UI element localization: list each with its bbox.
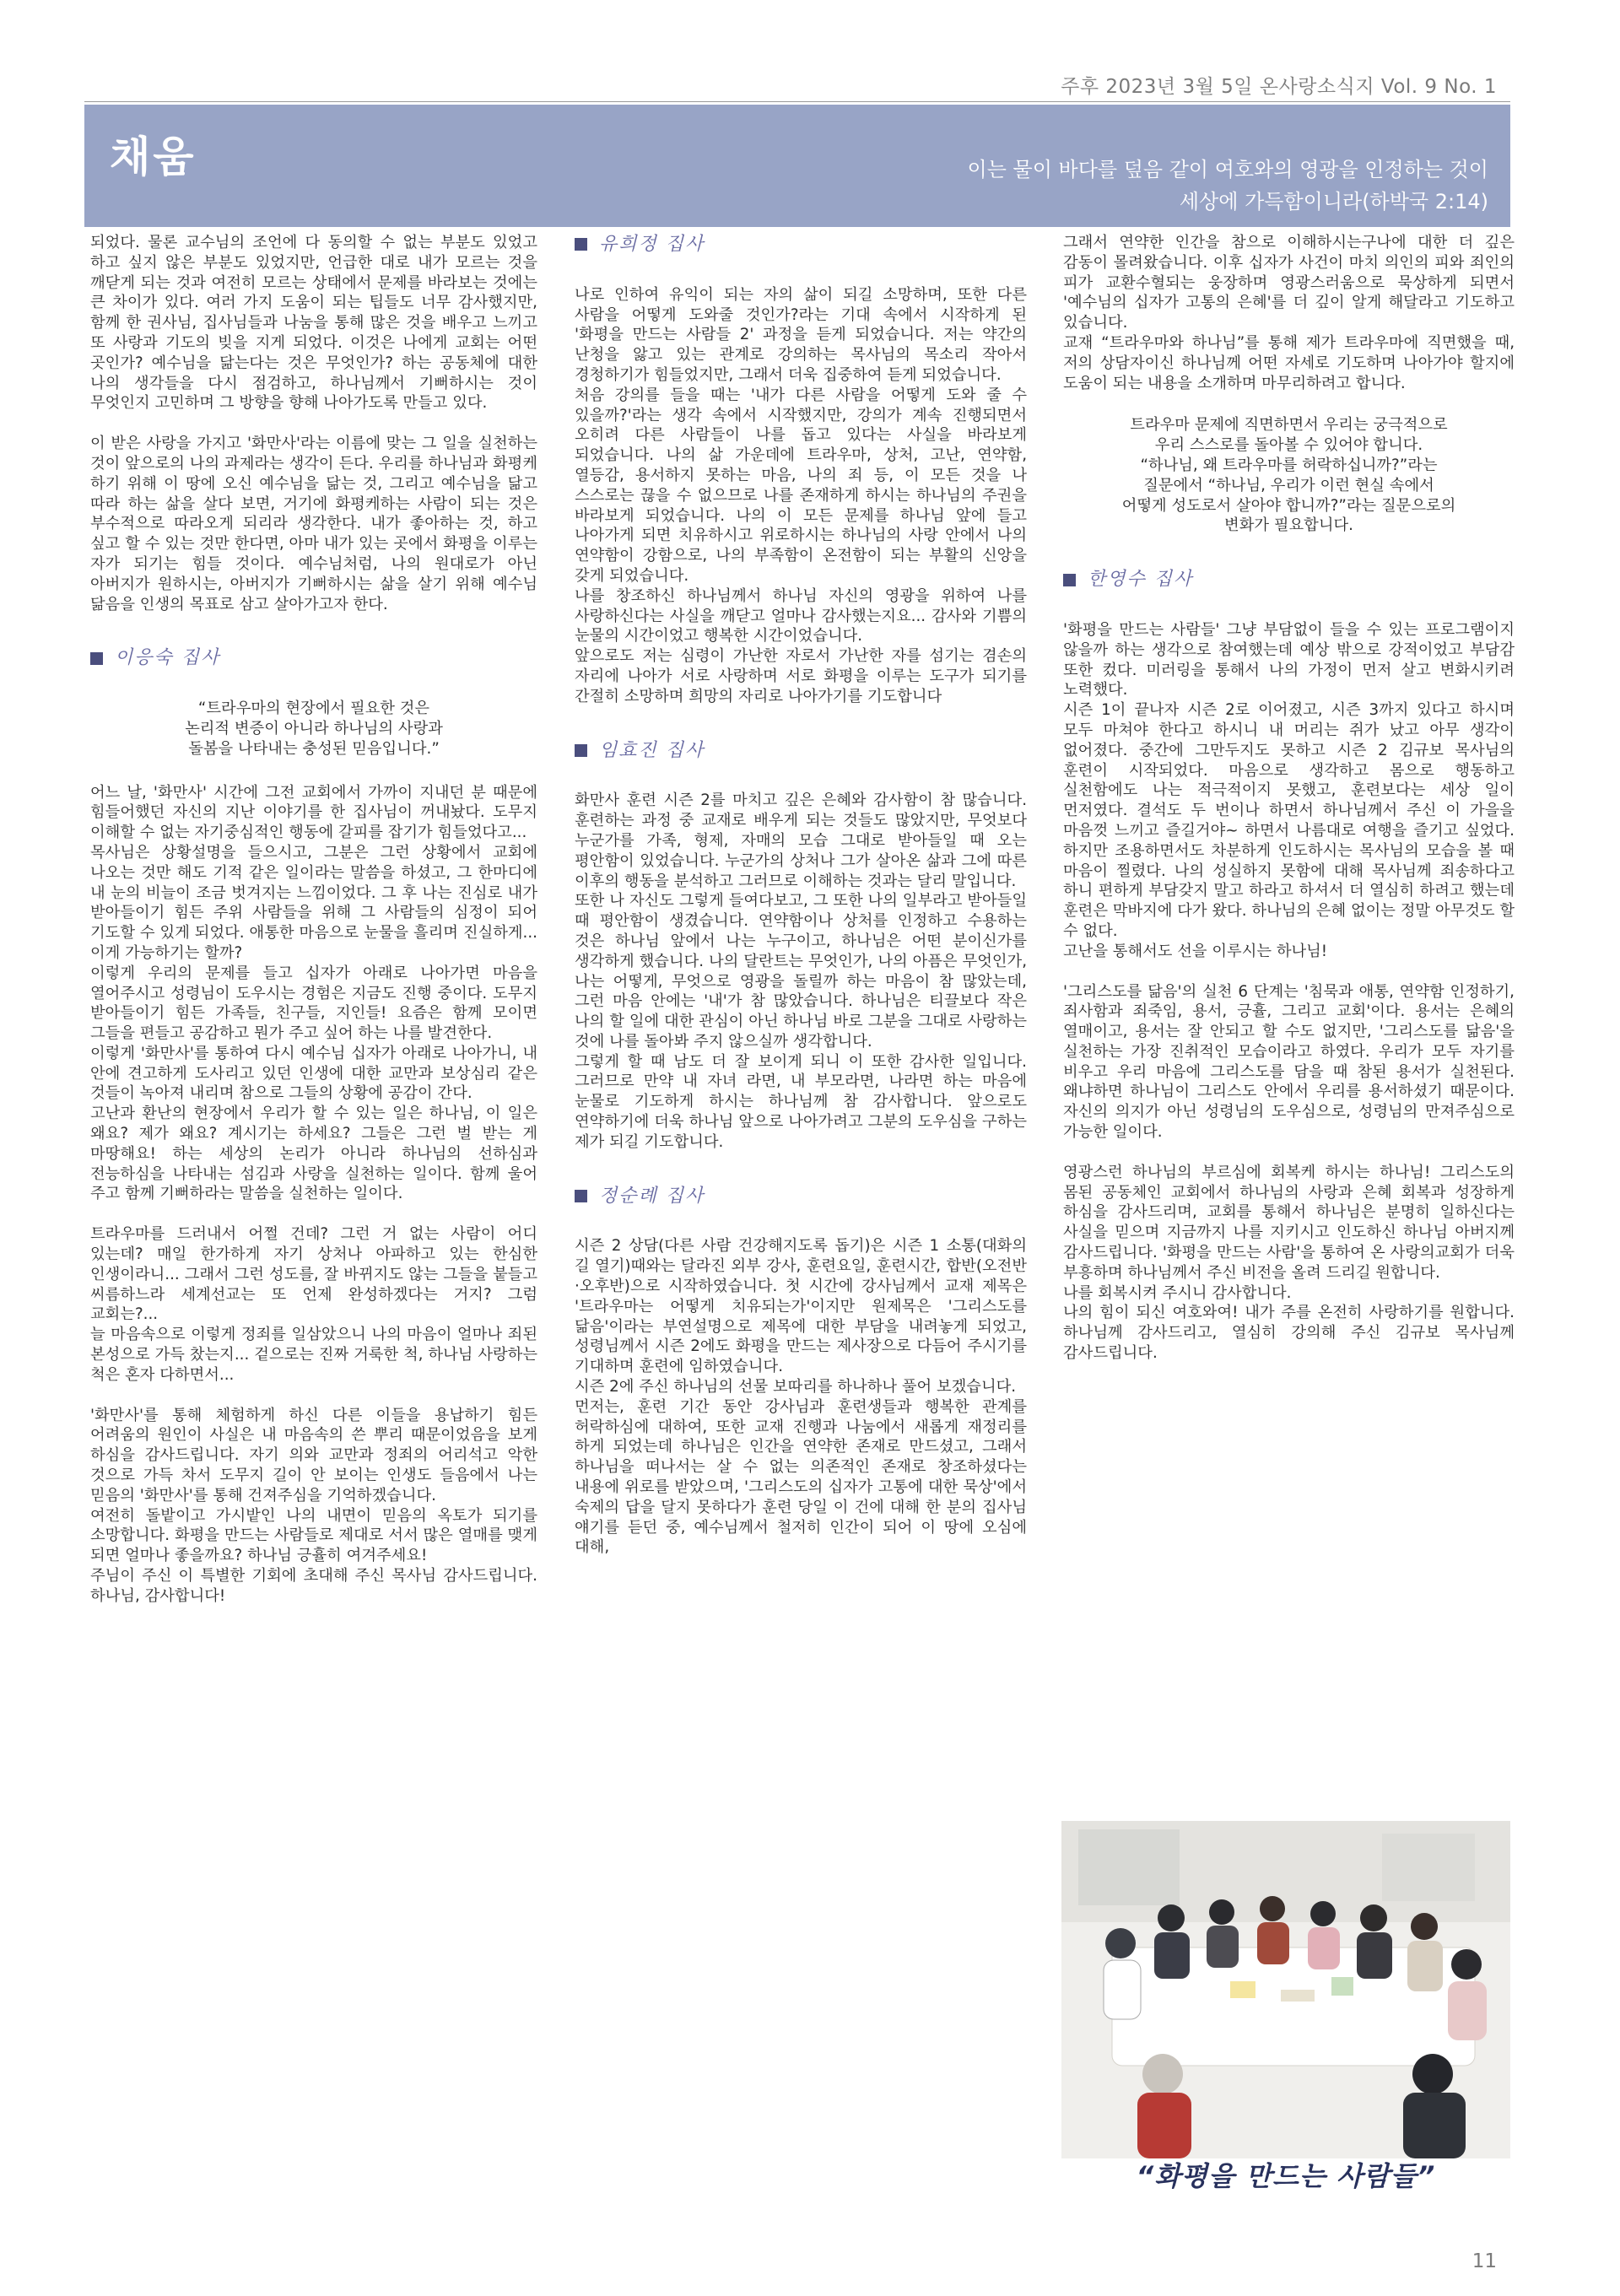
section-header bbox=[90, 648, 537, 668]
pull-quote bbox=[1063, 415, 1515, 536]
paragraph: 주님이 주신 이 특별한 기회에 초대해 주신 목사님 감사드립니다. 하나님, 감사합니다! bbox=[90, 1567, 537, 1605]
author-name: 이응숙 집사 bbox=[115, 647, 221, 669]
section-header bbox=[575, 1186, 1027, 1207]
section-header bbox=[1063, 570, 1515, 590]
paragraph: 그래서 연약한 인간을 참으로 이해하시는구나에 대한 더 깊은 감동이 몰려왔습니다. 이후 십자가 사건이 마치 의인의 피와 죄인의 피가 교환수혈되는 웅장하며 영광스러움으로 묵상하게 되면서 '예수님의 십자가 고통의 은혜'를 더 깊이 알게 해달라고 기도하고 있습니다. bbox=[1063, 234, 1515, 332]
paragraph: 시즌 2에 주신 하나님의 선물 보따리를 하나하나 풀어 보겠습니다. bbox=[575, 1378, 1017, 1397]
quote-line: 돌봄을 나타내는 충성된 믿음입니다.” bbox=[188, 739, 440, 758]
paragraph: 영광스런 하나님의 부르심에 회복케 하시는 하나님! 그리스도의 몸된 공동체인 교회에서 하나님의 사랑과 은혜 회복과 성장하게 하심을 감사드리며, 교회를 통해서 하나님은 분명히 일하신다는 사실을 믿으며 지금까지 나를 지키시고 인도하신 하나님 아버지께 감사드립니다. '화평을 만드는 사람'을 통하여 온 사랑의교회가 더욱 부흥하며 하나님께서 주신 비전을 올려 드리길 원합니다. bbox=[1063, 1163, 1515, 1282]
section-header bbox=[575, 741, 1027, 761]
paragraph: '그리스도를 닮음'의 실천 6 단계는 '침묵과 애통, 연약함 인정하기, 죄사함과 죄죽임, 용서, 긍휼, 그리고 교회'이다. 용서는 은혜의 열매이고, 용서는 잘 안되고 할 수도 없지만, '그리스도를 닮음'을 실천하는 가장 진취적인 모습이라고 하였다. 우리가 모두 자기를 비우고 우리 마음에 그리스도를 담을 때 참된 용서가 실천된다. 왜냐하면 하나님이 그리스도 안에서 우리를 용서하셨기 때문이다. 자신의 의지가 아닌 성령님의 도우심으로, 성령님의 만져주심으로 가능한 일이다. bbox=[1063, 982, 1515, 1142]
paragraph: 화만사 훈련 시즌 2를 마치고 깊은 은혜와 감사함이 참 많습니다. 훈련하는 과정 중 교재로 배우게 되는 것들도 많았지만, 무엇보다 누군가를 가족, 형제, 자매의 모습 그대로 받아들일 때 오는 평안함이 있었습니다. 누군가의 상처나 그가 살아온 삶과 그에 따른 이후의 행동을 분석하고 그러므로 이해하는 것과는 달리 말입니다. bbox=[575, 791, 1027, 890]
quote-line: 우리 스스로를 돌아볼 수 있어야 합니다. bbox=[1154, 436, 1423, 455]
issue-meta: 주후 2023년 3월 5일 온사랑소식지 Vol. 9 No. 1 bbox=[1061, 76, 1497, 98]
square-bullet-icon bbox=[575, 1190, 587, 1202]
title-banner bbox=[84, 105, 1510, 227]
square-bullet-icon bbox=[90, 652, 103, 665]
section-header bbox=[575, 235, 1027, 255]
quote-line: 트라우마 문제에 직면하면서 우리는 궁극적으로 bbox=[1130, 416, 1448, 435]
paragraph: 여전히 돌밭이고 가시밭인 나의 내면이 믿음의 옥토가 되기를 소망합니다. 화평을 만드는 사람들로 제대로 서서 많은 열매를 맺게 되면 얼마나 좋을까요? 하나님 긍휼히 여겨주세요! bbox=[90, 1506, 537, 1565]
paragraph: 트라우마를 드러내서 어쩔 건데? 그런 거 없는 사람이 어디 있는데? 매일 한가하게 자기 상처나 아파하고 있는 한심한 인생이라니... 그래서 그런 성도를, 잘 바뀌지도 않는 그들을 붙들고 씨름하느라 세계선교는 또 언제 완성하겠다는 거지? 그럼 교회는?... bbox=[90, 1225, 537, 1324]
paragraph: 시즌 1이 끝나자 시즌 2로 이어졌고, 시즌 3까지 있다고 하시며 모두 마쳐야 한다고 하시니 내 머리는 쥐가 났고 아무 생각이 없어졌다. 중간에 그만두지도 못하고 시즌 2 김규보 목사님의 훈련이 시작되었다. 마음으로 생각하고 몸으로 행동하고 실천함에도 나는 적극적이지 못했고, 훈련보다는 세상 일이 먼저였다. 결석도 두 번이나 하면서 하나님께서 주신 이 가을을 마음껏 느끼고 즐길거야~ 하면서 나름대로 여행을 즐기고 싶었다. 하지만 조용하면서도 차분하게 인도하시는 목사님의 모습을 볼 때 마음이 찔렸다. 나의 성실하지 못함에 대해 목사님께 죄송하다고 하니 편하게 부담갖지 말고 하라고 하셔서 더 열심히 하려고 했는데 훈련은 막바지에 다가 왔다. 하나님의 은혜 없이는 정말 아무것도 할 수 없다. bbox=[1063, 701, 1515, 940]
paragraph: 어느 날, '화만사' 시간에 그전 교회에서 가까이 지내던 분 때문에 힘들어했던 자신의 지난 이야기를 한 집사님이 꺼내놨다. 도무지 이해할 수 없는 자기중심적인 행동에 갈피를 잡기가 힘들었다고... bbox=[90, 783, 537, 842]
group-photo bbox=[1061, 1821, 1510, 2158]
paragraph: 나를 창조하신 하나님께서 하나님 자신의 영광을 위하여 나를 사랑하신다는 사실을 깨닫고 얼마나 감사했는지요... 감사와 기쁨의 눈물의 시간이었고 행복한 시간이었습니다. bbox=[575, 586, 1027, 646]
author-name: 한영수 집사 bbox=[1088, 569, 1194, 591]
paragraph: 늘 마음속으로 이렇게 정죄를 일삼았으니 나의 마음이 얼마나 죄된 본성으로 가득 찼는지... 겉으로는 진짜 거룩한 척, 하나님 사랑하는 척은 혼자 다하면서... bbox=[90, 1326, 537, 1384]
quote-line: “트라우마의 현장에서 필요한 것은 bbox=[197, 700, 430, 718]
quote-line: 질문에서 “하나님, 우리가 이런 현실 속에서 bbox=[1143, 476, 1434, 494]
paragraph: 이렇게 '화만사'를 통하여 다시 예수님 십자가 아래로 나아가니, 내 안에 견고하게 도사리고 있던 인생에 대한 교만과 보상심리 같은 것들이 녹아져 내리며 참으로 그들의 상황에 공감이 간다. bbox=[90, 1044, 537, 1103]
paragraph: 먼저는, 훈련 기간 동안 강사님과 훈련생들과 행복한 관계를 허락하심에 대하여, 또한 교재 진행과 나눔에서 새롭게 재정리를 하게 되었는데 하나님은 인간을 연약한 존재로 만드셨고, 그래서 하나님을 떠나서는 살 수 없는 의존적인 존재로 창조하셨다는 내용에 위로를 받았으며, '그리스도의 십자가 고통에 대한 묵상'에서 숙제의 답을 달지 못하다가 훈련 당일 이 건에 대해 한 분의 집사님 얘기를 듣던 중, 예수님께서 철저히 인간이 되어 이 땅에 오심에 대해, bbox=[575, 1397, 1027, 1557]
article-column-2 bbox=[575, 233, 1027, 2174]
verse-line: 세상에 가득함이니라(하박국 2:14) bbox=[1179, 190, 1488, 213]
quote-line: “하나님, 왜 트라우마를 허락하십니까?”라는 bbox=[1140, 456, 1438, 474]
paragraph: 나로 인하여 유익이 되는 자의 삶이 되길 소망하며, 또한 다른 사람을 어떻게 도와줄 것인가?라는 기대 속에서 시작하게 된 '화평을 만드는 사람들 2' 과정을 듣게 되었습니다. 저는 약간의 난청을 앓고 있는 관계로 강의하는 목사님의 목소리 작아서 경청하기가 힘들었지만, 그래서 더욱 집중하여 듣게 되었습니다. bbox=[575, 285, 1027, 384]
article-column-1 bbox=[90, 233, 537, 2174]
paragraph: 나의 힘이 되신 여호와여! 내가 주를 온전히 사랑하기를 원합니다. 하나님께 감사드리고, 열심히 강의해 주신 김규보 목사님께 감사드립니다. bbox=[1063, 1304, 1515, 1363]
pull-quote bbox=[90, 699, 537, 759]
paragraph: 고난과 환난의 현장에서 우리가 할 수 있는 일은 하나님, 이 일은 왜요? 제가 왜요? 계시기는 하세요? 그들은 그런 벌 받는 게 마땅해요! 하는 세상의 논리가 아니라 하나님의 선하심과 전능하심을 나타내는 섬김과 사랑을 실천하는 일이다. 함께 울어 주고 함께 기뻐하라는 말씀을 실천하는 일이다. bbox=[90, 1105, 537, 1203]
paragraph: 되었다. 물론 교수님의 조언에 다 동의할 수 없는 부분도 있었고 하고 싶지 않은 부분도 있었지만, 언급한 대로 내가 모르는 것을 깨닫게 되는 것과 여전히 모르는 상태에서 문제를 바라보는 것에는 큰 차이가 있다. 여러 가지 도움이 되는 팁들도 너무 감사했지만, 함께 한 권사님, 집사님들과 나눔을 통해 많은 것을 배우고 느끼고 또 사랑과 기도의 빚을 지게 되었다. 이것은 나에게 교회는 어떤 곳인가? 예수님을 닮는다는 것은 무엇인가? 하는 공동체에 대한 나의 생각들을 다시 점검하고, 하나님께서 기뻐하시는 것이 무엇인지 고민하며 그 방향을 향해 나아가도록 만들고 있다. bbox=[90, 234, 537, 413]
paragraph: 고난을 통해서도 선을 이루시는 하나님! bbox=[1063, 942, 1328, 960]
paragraph: '화만사'를 통해 체험하게 하신 다른 이들을 용납하기 힘든 어려움의 원인이 사실은 내 마음속의 쓴 뿌리 때문이었음을 보게 하심을 감사드립니다. 자기 의와 교만과 정죄의 어리석고 악한 것으로 가득 차서 도무지 길이 안 보이는 인생도 들음에서 나는 믿음의 '화만사'를 통해 건져주심을 기억하겠습니다. bbox=[90, 1406, 537, 1505]
quote-line: 어떻게 성도로서 살아야 합니까?”라는 질문으로의 bbox=[1121, 496, 1456, 515]
paragraph: 처음 강의를 들을 때는 '내가 다른 사람을 어떻게 도와 줄 수 있을까?'라는 생각 속에서 시작했지만, 강의가 계속 진행되면서 오히려 다른 사람들이 나를 돕고 있다는 사실을 바라보게 되었습니다. 나의 삶 가운데에 트라우마, 상처, 고난, 연약함, 열등감, 용서하지 못하는 마음, 나의 죄 등, 이 모든 것을 나 스스로는 끊을 수 없으므로 나를 존재하게 하시는 하나님의 주권을 바라보게 되었습니다. 나의 이 모든 문제를 하나님 앞에 들고 나아가게 되면 치유하시고 위로하시는 하나님의 사랑 안에서 나의 연약함이 강함으로, 나의 부족함이 온전함이 되는 부활의 신앙을 갖게 되었습니다. bbox=[575, 386, 1027, 585]
paragraph: 그렇게 할 때 남도 더 잘 보이게 되니 이 또한 감사한 일입니다. 그러므로 만약 내 자녀 라면, 내 부모라면, 나라면 하는 마음에 눈물로 기도하게 하시는 하나님께 참 감사합니다. 앞으로도 연약하기에 더욱 하나님 앞으로 나아가려고 그분의 도우심을 구하는 제가 되길 기도합니다. bbox=[575, 1052, 1027, 1151]
author-name: 정순례 집사 bbox=[599, 1185, 705, 1207]
paragraph: 앞으로도 저는 심령이 가난한 자로서 가난한 자를 섬기는 겸손의 자리에 나아가 서로 사랑하며 서로 화평을 이루는 도구가 되기를 간절히 소망하며 희망의 자리로 나아가기를 기도합니다 bbox=[575, 647, 1027, 705]
paragraph: 시즌 2 상담(다른 사람 건강해지도록 돕기)은 시즌 1 소통(대화의 길 열기)때와는 달라진 외부 강사, 훈련요일, 훈련시간, 합반(오전반·오후반)으로 시작하였습니다. 첫 시간에 강사님께서 교재 제목은 '트라우마는 어떻게 치유되는가'이지만 원제목은 '그리스도를 닮음'이라는 부연설명으로 제목에 대한 부담을 내려놓게 되었고, 성령님께서 시즌 2에도 화평을 만드는 제사장으로 다듬어 주시기를 기대하며 훈련에 임하였습니다. bbox=[575, 1237, 1027, 1376]
section-title: 채움 bbox=[110, 132, 197, 181]
square-bullet-icon bbox=[575, 238, 587, 251]
scripture-verse bbox=[968, 154, 1488, 218]
square-bullet-icon bbox=[1063, 574, 1076, 586]
paragraph: 목사님은 상황설명을 들으시고, 그분은 그런 상황에서 교회에 나오는 것만 해도 기적 같은 일이라는 말씀을 하셨고, 그 한마디에 내 눈의 비늘이 조금 벗겨지는 느낌이었다. 그 후 나는 진심로 내가 받아들이기 힘든 주위 사람들을 위해 그 사람들의 심정이 되어 기도할 수 있게 되었다. 애통한 마음으로 눈물을 흘리며 진실하게... 이게 가능하기는 할까? bbox=[90, 843, 537, 962]
quote-line: 변화가 필요합니다. bbox=[1224, 516, 1353, 535]
header-rule bbox=[84, 101, 1510, 102]
paragraph: 교재 “트라우마와 하나님”를 통해 제가 트라우마에 직면했을 때, 저의 상담자이신 하나님께 어떤 자세로 기도하며 나아가야 할지에 도움이 되는 내용을 소개하며 마무리하려고 합니다. bbox=[1063, 333, 1515, 392]
photo-caption: “화평을 만드는 사람들” bbox=[1136, 2160, 1436, 2192]
paragraph: 이렇게 우리의 문제를 들고 십자가 아래로 나아가면 마음을 열어주시고 성령님이 도우시는 경험은 지금도 진행 중이다. 도무지 받아들이기 힘든 가족들, 친구들, 지인들! 요즘은 함께 모이면 그들을 편들고 공감하고 뭔가 주고 싶어 하는 나를 발견한다. bbox=[90, 964, 537, 1043]
author-name: 임효진 집사 bbox=[599, 739, 705, 761]
quote-line: 논리적 변증이 아니라 하나님의 사랑과 bbox=[185, 719, 443, 737]
paragraph: '화평을 만드는 사람들' 그냥 부담없이 들을 수 있는 프로그램이지 않을까 하는 생각으로 참여했는데 예상 밖으로 강적이었고 부담감 또한 컸다. 미러링을 통해서 나의 가정이 먼저 살고 변화시키려 노력했다. bbox=[1063, 620, 1515, 700]
page-number: 11 bbox=[1472, 2250, 1497, 2272]
paragraph: 나를 회복시켜 주시니 감사합니다. bbox=[1063, 1283, 1292, 1302]
author-name: 유희정 집사 bbox=[599, 234, 705, 255]
verse-line: 이는 물이 바다를 덮음 같이 여호와의 영광을 인정하는 것이 bbox=[967, 158, 1488, 181]
article-column-3 bbox=[1063, 233, 1515, 1785]
paragraph: 또한 나 자신도 그렇게 들여다보고, 그 또한 나의 일부라고 받아들일 때 평안함이 생겼습니다. 연약함이나 상처를 인정하고 수용하는 것은 하나님 앞에서 나는 누구이고, 하나님은 어떤 분이신가를 생각하게 했습니다. 나의 달란트는 무엇인가, 나의 아픔은 무엇인가, 나는 어떻게, 무엇으로 영광을 돌릴까 하는 마음이 참 많았는데, 그런 마음 안에는 '내'가 참 많았습니다. 하나님은 티끌보다 작은 나의 할 일에 대한 관심이 아닌 하나님 바로 그분을 그대로 사랑하는 것에 나를 돌아봐 주지 않으실까 생각합니다. bbox=[575, 892, 1027, 1051]
square-bullet-icon bbox=[575, 744, 587, 757]
paragraph: 이 받은 사랑을 가지고 '화만사'라는 이름에 맞는 그 일을 실천하는 것이 앞으로의 나의 과제라는 생각이 든다. 우리를 하나님과 화평케 하기 위해 이 땅에 오신 예수님을 닮는 것, 그리고 예수님을 닮고 따라 하는 삶을 살다 보면, 거기에 화평케하는 사람이 되는 것은 부수적으로 따라오게 되리라 생각한다. 내가 좋아하는 것, 하고 싶고 할 수 있는 것만 한다면, 아마 내가 있는 곳에서 화평을 이루는 자가 되기는 힘들 것이다. 예수님처럼, 나의 원대로가 아닌 아버지가 원하시는, 아버지가 기뻐하시는 삶을 살기 위해 예수님 닮음을 인생의 목표로 삼고 살아가고자 한다. bbox=[90, 435, 537, 613]
